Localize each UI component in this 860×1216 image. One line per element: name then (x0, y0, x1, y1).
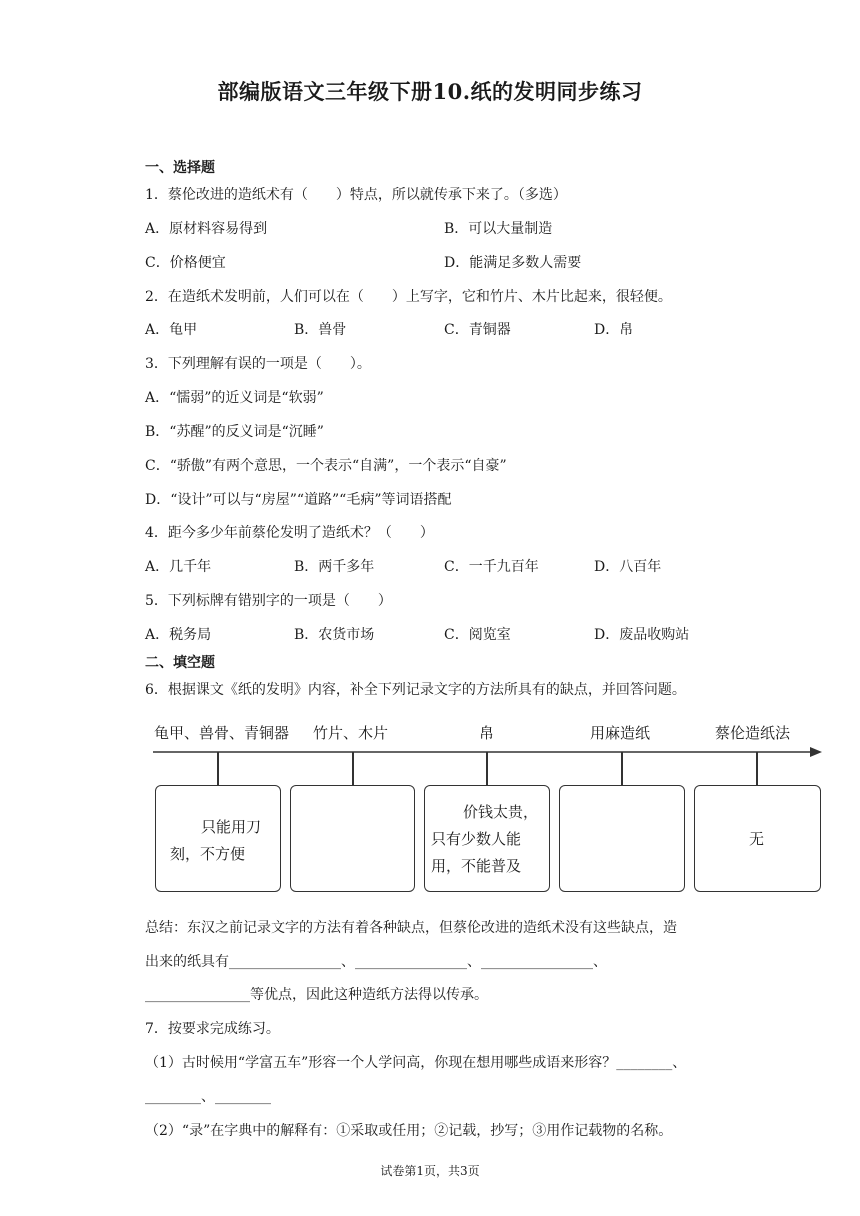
section-heading-fill: 二、填空题 (145, 655, 215, 671)
question-2-stem: 2．在造纸术发明前，人们可以在（ ）上写字，它和竹片、木片比起来，很轻便。 (145, 289, 672, 305)
question-5-option-c: C．阅览室 (444, 627, 511, 643)
timeline-label-silk: 帛 (479, 724, 495, 742)
question-7-sub2: （2）“录”在字典中的解释有：①采取或任用；②记载，抄写；③用作记载物的名称。 (145, 1123, 673, 1139)
question-4-option-a: A．几千年 (145, 559, 212, 575)
question-3-option-b: B．“苏醒”的反义词是“沉睡” (145, 424, 324, 440)
box-text-line: 只有少数人能 (431, 830, 522, 848)
question-5-option-b: B．农货市场 (294, 627, 375, 643)
question-2-option-d: D．帛 (594, 322, 634, 338)
question-7-sub1-line-2[interactable]: ________、________ (145, 1089, 271, 1105)
timeline-tick (756, 752, 758, 785)
section-heading-choice: 一、选择题 (145, 160, 215, 176)
question-6-stem: 6．根据课文《纸的发明》内容，补全下列记录文字的方法所具有的缺点，并回答问题。 (145, 682, 686, 698)
timeline-tick (486, 752, 488, 785)
timeline-tick (352, 752, 354, 785)
timeline-box-bamboo-blank[interactable] (290, 785, 415, 892)
box-text-line: 无 (749, 830, 765, 848)
question-5-stem: 5．下列标牌有错别字的一项是（ ） (145, 593, 392, 609)
question-1-stem: 1．蔡伦改进的造纸术有（ ）特点，所以就传承下来了。（多选） (145, 187, 567, 203)
timeline-box-hemp-blank[interactable] (559, 785, 685, 892)
timeline-diagram (150, 716, 825, 896)
question-1-option-d: D．能满足多数人需要 (444, 255, 582, 271)
question-6-summary-line-2[interactable]: 出来的纸具有________________、________________、________________、 (145, 954, 607, 970)
question-5-option-a: A．税务局 (145, 627, 212, 643)
page-title: 部编版语文三年级下册10.纸的发明同步练习 (217, 79, 643, 104)
timeline-label-hemp-paper: 用麻造纸 (590, 724, 651, 742)
question-3-stem: 3．下列理解有误的一项是（ ）。 (145, 356, 371, 372)
timeline-label-bamboo: 竹片、木片 (313, 724, 389, 742)
question-3-option-c: C．“骄傲”有两个意思，一个表示“自满”，一个表示“自豪” (145, 458, 507, 474)
question-1-option-c: C．价格便宜 (145, 255, 226, 271)
timeline-box-silk (424, 785, 550, 892)
question-1-option-b: B．可以大量制造 (444, 221, 553, 237)
box-text-line: 刻，不方便 (170, 845, 246, 863)
timeline-box-cailun (694, 785, 821, 892)
question-3-option-d: D．“设计”可以与“房屋”“道路”“毛病”等词语搭配 (145, 492, 452, 508)
question-3-option-a: A．“懦弱”的近义词是“软弱” (145, 390, 324, 406)
question-4-option-c: C．一千九百年 (444, 559, 539, 575)
question-2-option-b: B．兽骨 (294, 322, 347, 338)
timeline-tick (621, 752, 623, 785)
question-4-option-d: D．八百年 (594, 559, 662, 575)
question-7-stem: 7．按要求完成练习。 (145, 1021, 280, 1037)
question-2-option-c: C．青铜器 (444, 322, 511, 338)
timeline-label-cailun: 蔡伦造纸法 (715, 724, 791, 742)
box-text-line: 只能用刀 (201, 818, 262, 836)
question-5-option-d: D．废品收购站 (594, 627, 690, 643)
question-6-summary-line-1: 总结：东汉之前记录文字的方法有着各种缺点，但蔡伦改进的造纸术没有这些缺点，造 (145, 920, 677, 936)
page-footer: 试卷第1页，共3页 (380, 1164, 480, 1178)
question-2-option-a: A．龟甲 (145, 322, 198, 338)
timeline-box-bone (155, 785, 281, 892)
question-1-option-a: A．原材料容易得到 (145, 221, 268, 237)
question-4-stem: 4．距今多少年前蔡伦发明了造纸术？（ ） (145, 525, 434, 541)
box-text-line: 价钱太贵， (463, 803, 539, 821)
timeline-tick (217, 752, 219, 785)
question-4-option-b: B．两千多年 (294, 559, 375, 575)
question-7-sub1-line-1[interactable]: （1）古时候用“学富五车”形容一个人学问高，你现在想用哪些成语来形容？________、 (145, 1055, 687, 1071)
question-6-summary-line-3[interactable]: _______________等优点，因此这种造纸方法得以传承。 (145, 987, 488, 1003)
box-text-line: 用，不能普及 (431, 857, 522, 875)
timeline-label-bone: 龟甲、兽骨、青铜器 (154, 724, 290, 742)
